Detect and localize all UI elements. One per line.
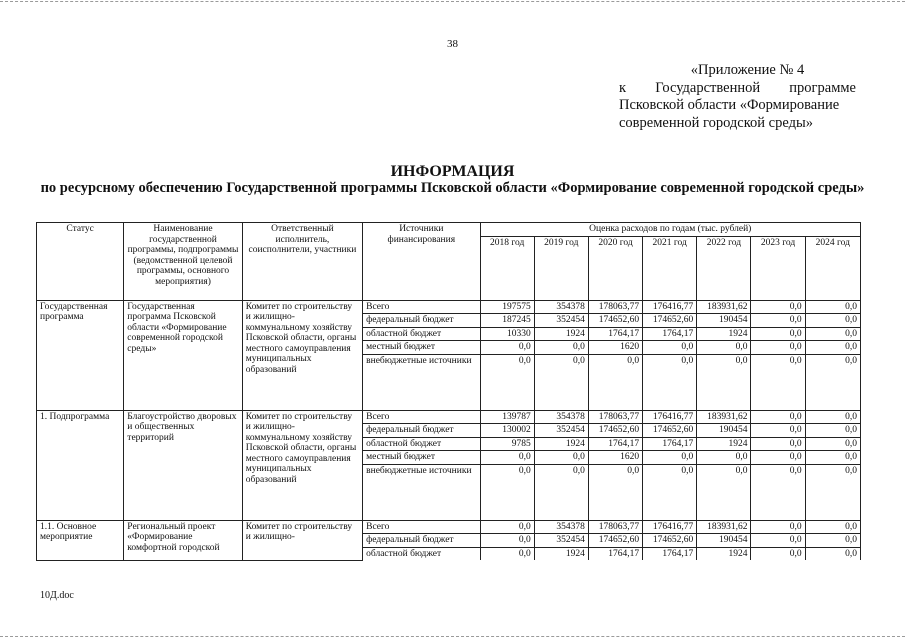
cell-value: 1924	[534, 327, 588, 341]
row-source: внебюджетные источники	[363, 464, 480, 520]
cell-value: 0,0	[805, 314, 860, 328]
cell-value: 174652,60	[588, 424, 642, 438]
cell-value: 0,0	[805, 451, 860, 465]
document-title	[20, 163, 885, 197]
cell-value: 1764,17	[643, 437, 697, 451]
cell-value: 9785	[480, 437, 534, 451]
cell-value: 176416,77	[643, 520, 697, 534]
cell-value: 0,0	[751, 547, 805, 560]
cell-value: 0,0	[588, 354, 642, 410]
row-source: Всего	[363, 520, 480, 534]
cell-value: 0,0	[751, 300, 805, 314]
cell-value: 0,0	[697, 341, 751, 355]
cell-value: 178063,77	[588, 300, 642, 314]
cell-value: 1620	[588, 451, 642, 465]
cell-value: 0,0	[480, 354, 534, 410]
cell-value: 0,0	[805, 424, 860, 438]
row-source: внебюджетные источники	[363, 354, 480, 410]
cell-value: 0,0	[480, 464, 534, 520]
appendix-line-1: «Приложение № 4	[690, 62, 805, 78]
cell-value: 354378	[534, 300, 588, 314]
row-source: федеральный бюджет	[363, 424, 480, 438]
scan-edge-top	[0, 1, 905, 3]
cell-value: 1924	[697, 547, 751, 560]
cell-value: 190454	[697, 424, 751, 438]
cell-value: 0,0	[805, 300, 860, 314]
row-source: Всего	[363, 410, 480, 424]
resource-table	[36, 222, 861, 561]
cell-value: 352454	[534, 314, 588, 328]
cell-value: 174652,60	[643, 314, 697, 328]
cell-value: 354378	[534, 520, 588, 534]
appendix-line-4: современной городской среды»	[619, 114, 813, 131]
cell-value: 0,0	[588, 464, 642, 520]
cell-value: 0,0	[534, 464, 588, 520]
cell-value: 0,0	[751, 451, 805, 465]
cell-value: 174652,60	[588, 534, 642, 548]
row-status: Государственная программа	[37, 300, 124, 410]
row-responsible: Комитет по строительству и жилищно-коммунальному хозяйству Псковской области, органы местного самоуправления муниципальных образований	[242, 300, 362, 410]
cell-value: 0,0	[751, 534, 805, 548]
row-name: Государственная программа Псковской области «Формирование современной городской среды»	[124, 300, 242, 410]
cell-value: 0,0	[751, 327, 805, 341]
cell-value: 176416,77	[643, 300, 697, 314]
cell-value: 176416,77	[643, 410, 697, 424]
cell-value: 183931,62	[697, 410, 751, 424]
cell-value: 354378	[534, 410, 588, 424]
cell-value: 174652,60	[588, 314, 642, 328]
cell-value: 0,0	[643, 341, 697, 355]
header-year: 2019 год	[534, 236, 588, 300]
appendix-word: к	[619, 79, 627, 96]
cell-value: 352454	[534, 534, 588, 548]
cell-value: 0,0	[534, 341, 588, 355]
cell-value: 174652,60	[643, 424, 697, 438]
row-responsible: Комитет по строительству и жилищно-коммунальному хозяйству Псковской области, органы местного самоуправления муниципальных образований	[242, 410, 362, 520]
header-year: 2021 год	[643, 236, 697, 300]
appendix-line-3: Псковской области «Формирование	[619, 97, 840, 113]
cell-value: 0,0	[805, 464, 860, 520]
header-sources: Источники финансирования	[363, 223, 480, 301]
row-status: 1. Подпрограмма	[37, 410, 124, 520]
cell-value: 130002	[480, 424, 534, 438]
cell-value: 0,0	[697, 464, 751, 520]
cell-value: 1924	[534, 437, 588, 451]
appendix-word: программе	[789, 79, 856, 96]
row-source: областной бюджет	[363, 327, 480, 341]
cell-value: 174652,60	[643, 534, 697, 548]
cell-value: 1764,17	[643, 327, 697, 341]
header-responsible: Ответственный исполнитель, соисполнители, участники	[242, 223, 362, 301]
header-estimate: Оценка расходов по годам (тыс. рублей)	[480, 223, 860, 237]
cell-value: 0,0	[805, 437, 860, 451]
cell-value: 1764,17	[643, 547, 697, 560]
page-number: 38	[447, 38, 458, 50]
cell-value: 0,0	[534, 451, 588, 465]
row-source: Всего	[363, 300, 480, 314]
cell-value: 1764,17	[588, 327, 642, 341]
cell-value: 187245	[480, 314, 534, 328]
row-name: Региональный проект «Формирование комфортной городской	[124, 520, 242, 560]
row-responsible: Комитет по строительству и жилищно-	[242, 520, 362, 560]
cell-value: 0,0	[805, 341, 860, 355]
cell-value: 10330	[480, 327, 534, 341]
cell-value: 0,0	[534, 354, 588, 410]
cell-value: 0,0	[643, 354, 697, 410]
table-row	[37, 410, 861, 424]
cell-value: 0,0	[697, 451, 751, 465]
cell-value: 0,0	[480, 520, 534, 534]
cell-value: 0,0	[480, 451, 534, 465]
cell-value: 0,0	[480, 534, 534, 548]
row-source: областной бюджет	[363, 437, 480, 451]
header-year: 2020 год	[588, 236, 642, 300]
scan-edge-bottom	[0, 636, 905, 638]
cell-value: 178063,77	[588, 410, 642, 424]
cell-value: 1620	[588, 341, 642, 355]
cell-value: 0,0	[751, 341, 805, 355]
cell-value: 1924	[697, 437, 751, 451]
cell-value: 0,0	[480, 547, 534, 560]
cell-value: 0,0	[751, 410, 805, 424]
row-source: федеральный бюджет	[363, 534, 480, 548]
header-name: Наименование государственной программы, подпрограммы (ведомственной целевой программы, основного мероприятия)	[124, 223, 242, 301]
cell-value: 178063,77	[588, 520, 642, 534]
cell-value: 352454	[534, 424, 588, 438]
row-source: федеральный бюджет	[363, 314, 480, 328]
cell-value: 139787	[480, 410, 534, 424]
cell-value: 0,0	[751, 520, 805, 534]
cell-value: 0,0	[751, 314, 805, 328]
cell-value: 0,0	[697, 354, 751, 410]
table-row	[37, 520, 861, 534]
appendix-block	[619, 62, 856, 132]
title-subheading: по ресурсному обеспечению Государственной программы Псковской области «Формирование современной городской среды»	[40, 180, 865, 196]
cell-value: 0,0	[643, 451, 697, 465]
cell-value: 183931,62	[697, 520, 751, 534]
cell-value: 197575	[480, 300, 534, 314]
appendix-word: Государственной	[655, 79, 761, 96]
cell-value: 1764,17	[588, 547, 642, 560]
header-status: Статус	[37, 223, 124, 301]
cell-value: 0,0	[805, 520, 860, 534]
appendix-line-2	[619, 80, 856, 98]
file-name-footer: 10Д.doc	[40, 590, 74, 601]
cell-value: 0,0	[805, 547, 860, 560]
row-status: 1.1. Основное мероприятие	[37, 520, 124, 560]
cell-value: 0,0	[805, 354, 860, 410]
cell-value: 183931,62	[697, 300, 751, 314]
cell-value: 0,0	[480, 341, 534, 355]
table-row	[37, 300, 861, 314]
row-source: местный бюджет	[363, 341, 480, 355]
title-heading: ИНФОРМАЦИЯ	[390, 163, 515, 180]
cell-value: 1924	[697, 327, 751, 341]
cell-value: 0,0	[751, 464, 805, 520]
header-year: 2022 год	[697, 236, 751, 300]
cell-value: 0,0	[805, 410, 860, 424]
header-year: 2023 год	[751, 236, 805, 300]
cell-value: 0,0	[751, 437, 805, 451]
header-year: 2024 год	[805, 236, 860, 300]
row-name: Благоустройство дворовых и общественных территорий	[124, 410, 242, 520]
cell-value: 0,0	[805, 327, 860, 341]
cell-value: 190454	[697, 534, 751, 548]
cell-value: 1924	[534, 547, 588, 560]
cell-value: 1764,17	[588, 437, 642, 451]
header-year: 2018 год	[480, 236, 534, 300]
cell-value: 0,0	[751, 424, 805, 438]
row-source: местный бюджет	[363, 451, 480, 465]
cell-value: 0,0	[751, 354, 805, 410]
cell-value: 0,0	[643, 464, 697, 520]
cell-value: 190454	[697, 314, 751, 328]
cell-value: 0,0	[805, 534, 860, 548]
row-source: областной бюджет	[363, 547, 480, 560]
